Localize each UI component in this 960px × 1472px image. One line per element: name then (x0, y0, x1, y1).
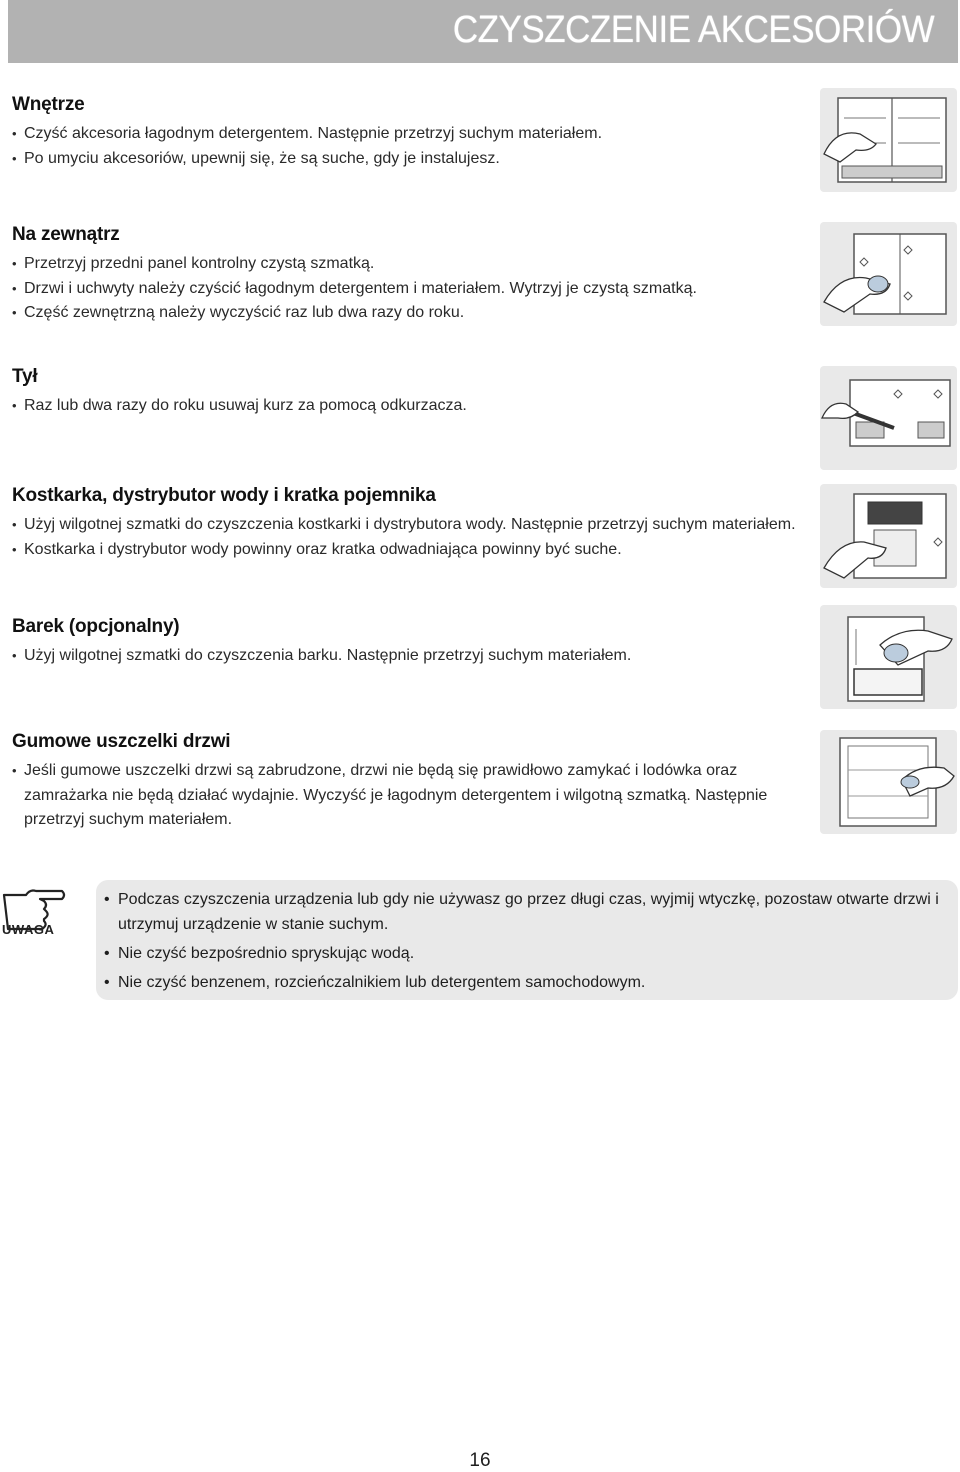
bullet-list (12, 252, 802, 326)
list-item: • Użyj wilgotnej szmatki do czyszczenia barku. Następnie przetrzyj suchym materiałem. (12, 644, 802, 669)
list-item: • Czyść akcesoria łagodnym detergentem. Następnie przetrzyj suchym materiałem. (12, 122, 802, 147)
page-header (8, 0, 958, 63)
illustration-exterior (820, 222, 957, 326)
illustration-door-gaskets (820, 730, 957, 834)
page-title: CZYSZCZENIE AKCESORIÓW (452, 9, 934, 51)
fridge-exterior-icon (820, 222, 957, 326)
section-bar (12, 616, 802, 669)
section-title: Barek (opcjonalny) (12, 616, 180, 637)
bullet-list (12, 513, 802, 562)
section-ice-maker (12, 485, 802, 562)
page-number: 16 (469, 1450, 491, 1471)
bullet-list (12, 394, 802, 419)
bullet-list (12, 122, 802, 171)
illustration-back (820, 366, 957, 470)
list-item: • Podczas czyszczenia urządzenia lub gdy nie używasz go przez długi czas, wyjmij wtyczkę, pozostaw otwarte drzwi i utrzymuj urządzenie w stanie suchym. (104, 887, 954, 937)
section-interior (12, 94, 802, 171)
list-item: • Raz lub dwa razy do roku usuwaj kurz za pomocą odkurzacza. (12, 394, 802, 419)
illustration-ice-maker (820, 484, 957, 588)
list-item: • Drzwi i uchwyty należy czyścić łagodnym detergentem i materiałem. Wytrzyj je czystą szmatką. (12, 277, 802, 302)
bullet-list (12, 759, 772, 833)
section-back (12, 366, 802, 419)
illustration-bar (820, 605, 957, 709)
section-title: Kostkarka, dystrybutor wody i kratka pojemnika (12, 485, 436, 506)
dispenser-icon (820, 484, 957, 588)
illustration-interior (820, 88, 957, 192)
note-label: UWAGA (2, 922, 55, 937)
list-item: • Przetrzyj przedni panel kontrolny czystą szmatką. (12, 252, 802, 277)
section-title: Na zewnątrz (12, 224, 120, 245)
list-item: • Nie czyść benzenem, rozcieńczalnikiem lub detergentem samochodowym. (104, 970, 954, 995)
fridge-interior-icon (820, 88, 957, 192)
section-door-gaskets (12, 731, 772, 833)
list-item: • Nie czyść bezpośrednio spryskując wodą. (104, 941, 954, 966)
section-title: Tył (12, 366, 38, 387)
section-title: Wnętrze (12, 94, 85, 115)
list-item: • Jeśli gumowe uszczelki drzwi są zabrudzone, drzwi nie będą się prawidłowo zamykać i lodówka oraz zamrażarka nie będą działać wydajnie. Wyczyść je łagodnym detergentem i wilgotną szmatką. Następnie przetrzyj suchym materiałem. (12, 759, 772, 833)
vacuum-icon (820, 366, 957, 470)
fridge-bar-icon (820, 605, 957, 709)
list-item: • Po umyciu akcesoriów, upewnij się, że są suche, gdy je instalujesz. (12, 147, 802, 172)
section-title: Gumowe uszczelki drzwi (12, 731, 231, 752)
list-item: • Użyj wilgotnej szmatki do czyszczenia kostkarki i dystrybutora wody. Następnie przetrzyj suchym materiałem. (12, 513, 802, 538)
list-item: • Kostkarka i dystrybutor wody powinny oraz kratka odwadniająca powinny być suche. (12, 538, 802, 563)
section-exterior (12, 224, 802, 326)
note-list (104, 887, 954, 999)
bullet-list (12, 644, 802, 669)
door-gasket-icon (820, 730, 957, 834)
list-item: • Część zewnętrzną należy wyczyścić raz lub dwa razy do roku. (12, 301, 802, 326)
